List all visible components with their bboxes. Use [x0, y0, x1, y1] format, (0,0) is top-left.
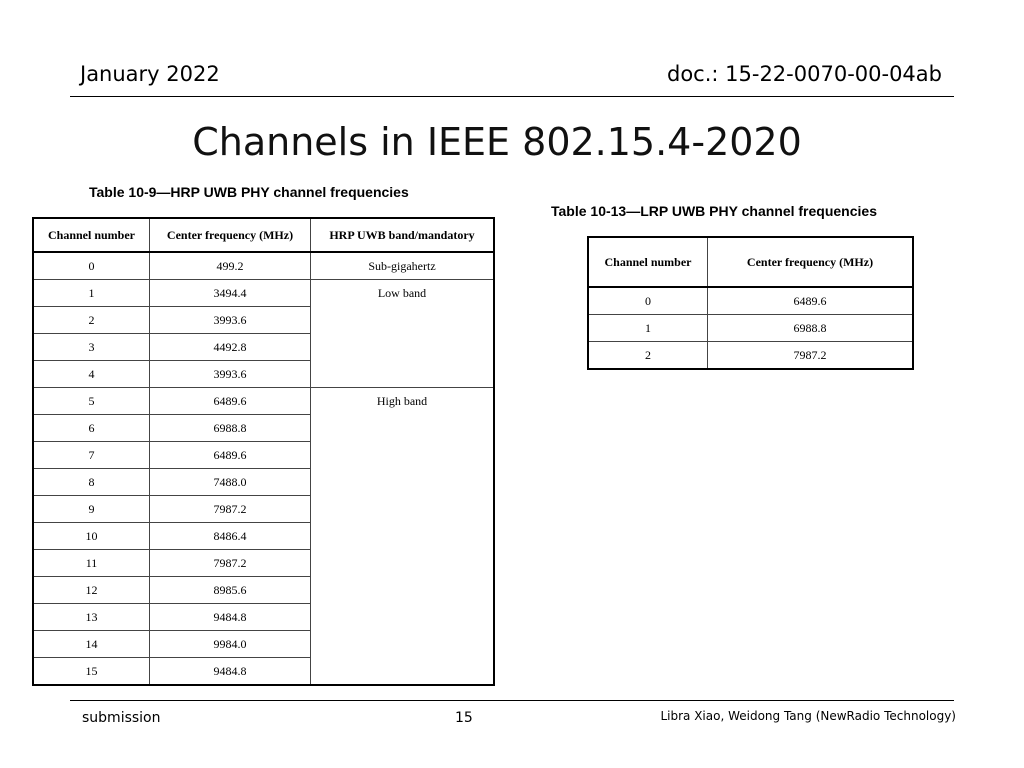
channel-number-cell: 13	[33, 604, 150, 631]
channel-number-cell: 3	[33, 334, 150, 361]
center-frequency-cell: 6988.8	[150, 415, 311, 442]
channel-number-cell: 5	[33, 388, 150, 415]
channel-number-cell: 1	[33, 280, 150, 307]
header-divider	[70, 96, 954, 97]
channel-number-cell: 14	[33, 631, 150, 658]
center-frequency-cell: 7488.0	[150, 469, 311, 496]
center-frequency-cell: 499.2	[150, 252, 311, 280]
channel-number-cell: 11	[33, 550, 150, 577]
band-cell: Sub-gigahertz	[311, 252, 495, 280]
column-header: Channel number	[33, 218, 150, 252]
column-header: HRP UWB band/mandatory	[311, 218, 495, 252]
column-header: Center frequency (MHz)	[708, 237, 914, 287]
channel-number-cell: 7	[33, 442, 150, 469]
column-header: Channel number	[588, 237, 708, 287]
table-row	[33, 280, 494, 307]
channel-number-cell: 8	[33, 469, 150, 496]
center-frequency-cell: 9484.8	[150, 658, 311, 686]
table2-caption: Table 10-13—LRP UWB PHY channel frequencies	[551, 203, 877, 219]
band-cell: Low band	[311, 280, 495, 388]
table-row	[33, 252, 494, 280]
center-frequency-cell: 6489.6	[150, 442, 311, 469]
center-frequency-cell: 6489.6	[150, 388, 311, 415]
center-frequency-cell: 7987.2	[150, 496, 311, 523]
hrp-channel-table	[32, 217, 495, 686]
channel-number-cell: 2	[588, 342, 708, 370]
table1-caption: Table 10-9—HRP UWB PHY channel frequencies	[89, 184, 409, 200]
footer-divider	[70, 700, 954, 701]
channel-number-cell: 10	[33, 523, 150, 550]
channel-number-cell: 6	[33, 415, 150, 442]
center-frequency-cell: 6489.6	[708, 287, 914, 315]
channel-number-cell: 4	[33, 361, 150, 388]
center-frequency-cell: 9484.8	[150, 604, 311, 631]
channel-number-cell: 1	[588, 315, 708, 342]
center-frequency-cell: 3993.6	[150, 361, 311, 388]
table-row	[588, 342, 913, 370]
lrp-channel-table	[587, 236, 914, 370]
center-frequency-cell: 9984.0	[150, 631, 311, 658]
channel-number-cell: 9	[33, 496, 150, 523]
table-row	[33, 388, 494, 415]
center-frequency-cell: 8486.4	[150, 523, 311, 550]
center-frequency-cell: 6988.8	[708, 315, 914, 342]
channel-number-cell: 0	[33, 252, 150, 280]
channel-number-cell: 0	[588, 287, 708, 315]
center-frequency-cell: 7987.2	[708, 342, 914, 370]
center-frequency-cell: 7987.2	[150, 550, 311, 577]
column-header: Center frequency (MHz)	[150, 218, 311, 252]
center-frequency-cell: 4492.8	[150, 334, 311, 361]
header-doc-id: doc.: 15-22-0070-00-04ab	[667, 62, 942, 86]
center-frequency-cell: 3993.6	[150, 307, 311, 334]
header-date: January 2022	[80, 62, 220, 86]
channel-number-cell: 12	[33, 577, 150, 604]
center-frequency-cell: 8985.6	[150, 577, 311, 604]
page-number: 15	[455, 710, 473, 726]
channel-number-cell: 2	[33, 307, 150, 334]
footer-authors: Libra Xiao, Weidong Tang (NewRadio Technology)	[660, 709, 956, 723]
slide-title: Channels in IEEE 802.15.4-2020	[192, 120, 802, 164]
center-frequency-cell: 3494.4	[150, 280, 311, 307]
table-row	[588, 315, 913, 342]
band-cell: High band	[311, 388, 495, 686]
table-row	[588, 287, 913, 315]
footer-label: submission	[82, 710, 161, 726]
channel-number-cell: 15	[33, 658, 150, 686]
